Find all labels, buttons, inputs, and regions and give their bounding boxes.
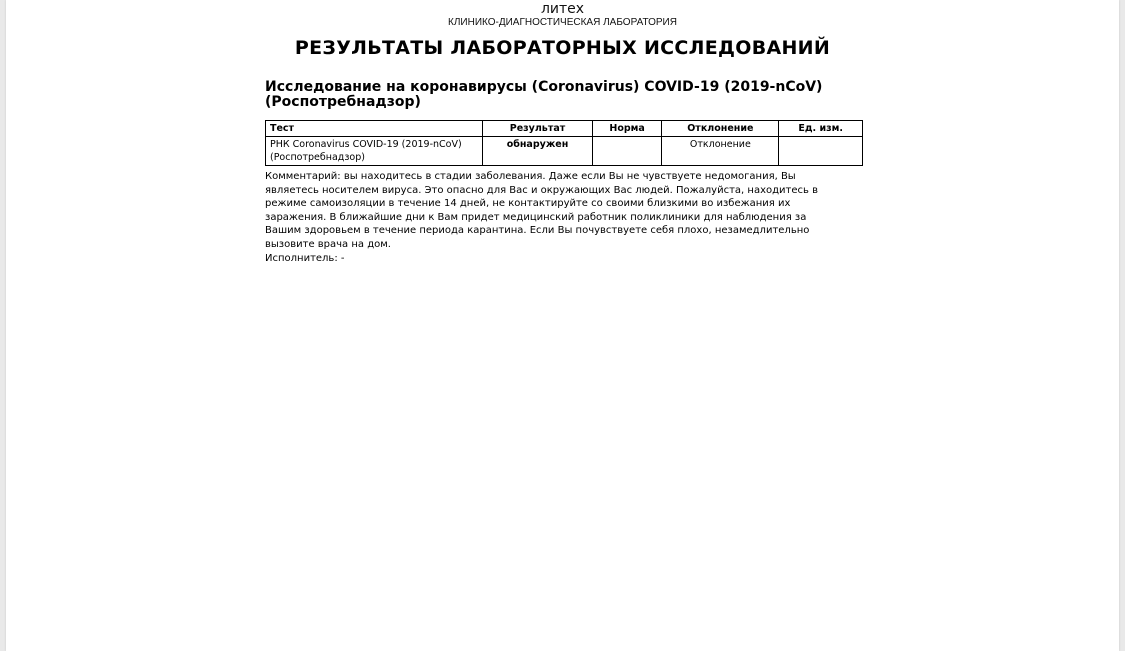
lab-subtitle: КЛИНИКО-ДИАГНОСТИЧЕСКАЯ ЛАБОРАТОРИЯ [448,17,677,28]
table-row [266,137,863,166]
column-header-norm: Норма [592,121,661,137]
document-page [6,0,1119,651]
table-header-row [266,121,863,137]
results-table [265,120,863,166]
column-header-result: Результат [483,121,593,137]
cell-unit [779,137,863,166]
cell-deviation: Отклонение [662,137,779,166]
column-header-test: Тест [266,121,483,137]
cell-result: обнаружен [483,137,593,166]
column-header-unit: Ед. изм. [779,121,863,137]
study-title: Исследование на коронавирусы (Coronavirus) COVID-19 (2019-nCoV) (Роспотребнадзор) [265,79,823,110]
results-section [265,80,865,265]
cell-test: РНК Coronavirus COVID-19 (2019-nCoV) (Роспотребнадзор) [266,137,483,166]
cell-norm [592,137,661,166]
lab-name: литех [540,1,585,17]
comment-text: Комментарий: вы находитесь в стадии заболевания. Даже если Вы не чувствуете недомогания, Вы являетесь носителем вируса. Это опасно для Вас и окружающих Вас людей. Пожалуйста, находитесь в режиме самоизоляции в течение 14 дней, не контактируйте со своими близкими во избежания их заражения. В ближайшие дни к Вам придет медицинский работник поликлиники для наблюдения за Вашим здоровьем в течение периода карантина. Если Вы почувствуете себя плохо, незамедлительно вызовите врача на дом. [265,171,818,250]
document-title: РЕЗУЛЬТАТЫ ЛАБОРАТОРНЫХ ИССЛЕДОВАНИЙ [294,37,831,59]
column-header-deviation: Отклонение [662,121,779,137]
executor-text: Исполнитель: - [265,252,345,264]
